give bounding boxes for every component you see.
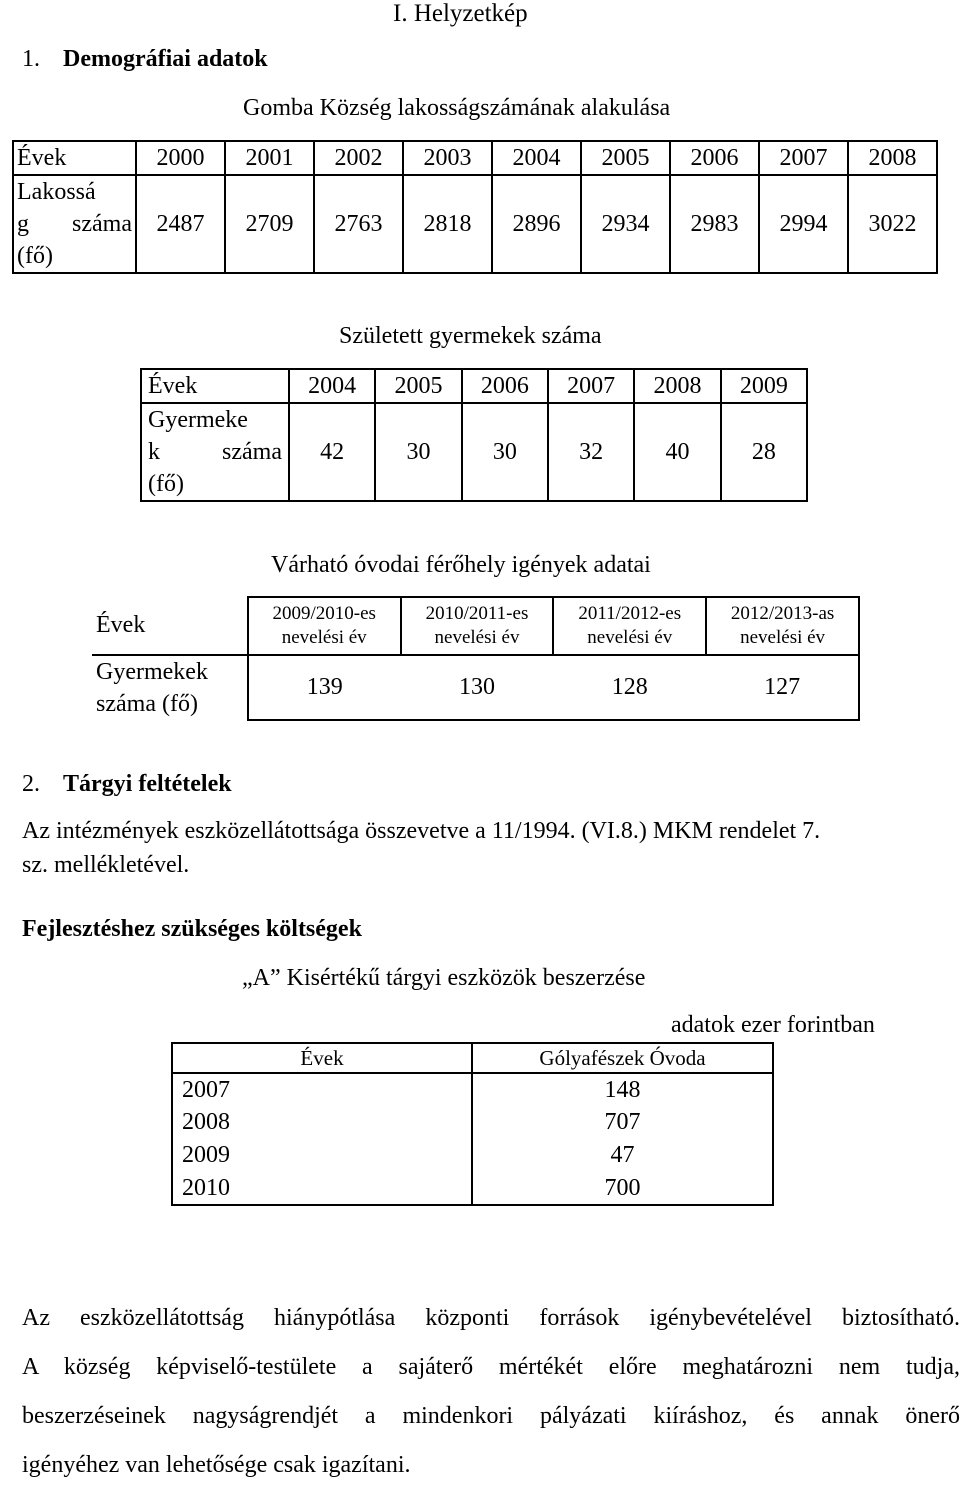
table-caption-births: Született gyermekek száma <box>339 323 602 349</box>
column-header: Évek <box>172 1043 472 1073</box>
value-cell: 127 <box>706 655 859 720</box>
value-cell: 30 <box>462 403 548 501</box>
section-title: Demográfiai adatok <box>63 46 268 72</box>
year-cell: 2005 <box>375 369 461 403</box>
year-cell: 2009/2010-es nevelési év <box>248 597 401 655</box>
population-table <box>12 140 938 274</box>
table-caption-kindergarten: Várható óvodai férőhely igények adatai <box>271 552 651 578</box>
year-cell: 2012/2013-as nevelési év <box>706 597 859 655</box>
value-cell: 707 <box>472 1106 773 1139</box>
paragraph-line: Az intézmények eszközellátottsága összevetve a 11/1994. (VI.8.) MKM rendelet 7. <box>22 818 821 844</box>
value-cell: 2487 <box>136 175 225 273</box>
row-header-line: (fő) <box>148 471 184 497</box>
row-header <box>141 403 289 501</box>
table-row <box>172 1139 773 1172</box>
value-cell: 42 <box>289 403 375 501</box>
value-cell: 130 <box>401 655 554 720</box>
value-cell: 128 <box>553 655 706 720</box>
table-row <box>141 369 807 403</box>
costs-heading: Fejlesztéshez szükséges költségek <box>22 916 362 942</box>
year-cell: 2002 <box>314 141 403 175</box>
table-row <box>92 597 859 655</box>
row-header-line: Lakossá <box>17 179 96 205</box>
year-cell: 2007 <box>759 141 848 175</box>
year-cell: 2007 <box>172 1073 472 1106</box>
row-header-line: k száma <box>148 439 282 465</box>
year-cell: 2000 <box>136 141 225 175</box>
value-cell: 2818 <box>403 175 492 273</box>
value-cell: 2983 <box>670 175 759 273</box>
unit-note: adatok ezer forintban <box>671 1012 875 1038</box>
year-cell: 2006 <box>462 369 548 403</box>
year-cell: 2003 <box>403 141 492 175</box>
births-table <box>140 368 808 502</box>
year-cell: 2008 <box>634 369 720 403</box>
row-header: Évek <box>92 597 248 655</box>
table-row <box>92 655 859 720</box>
value-cell: 3022 <box>848 175 937 273</box>
value-cell: 28 <box>721 403 807 501</box>
value-cell: 139 <box>248 655 401 720</box>
value-cell: 2934 <box>581 175 670 273</box>
row-header <box>13 175 136 273</box>
kindergarten-table <box>92 596 860 721</box>
value-cell: 2763 <box>314 175 403 273</box>
row-header-line: Gyermeke <box>148 407 248 433</box>
table-row <box>13 141 937 175</box>
value-cell: 30 <box>375 403 461 501</box>
year-cell: 2001 <box>225 141 314 175</box>
year-cell: 2006 <box>670 141 759 175</box>
year-cell: 2010 <box>172 1172 472 1205</box>
year-cell: 2004 <box>492 141 581 175</box>
value-cell: 700 <box>472 1172 773 1205</box>
table-row <box>13 175 937 273</box>
paragraph-line: A község képviselő-testülete a sajáterő mértékét előre meghatározni nem tudja, <box>22 1354 960 1380</box>
table-row <box>172 1043 773 1073</box>
section-title: Tárgyi feltételek <box>63 771 232 797</box>
value-cell: 2709 <box>225 175 314 273</box>
year-cell: 2011/2012-es nevelési év <box>553 597 706 655</box>
row-header: Évek <box>141 369 289 403</box>
year-cell: 2009 <box>172 1139 472 1172</box>
year-cell: 2008 <box>848 141 937 175</box>
table-row <box>172 1172 773 1205</box>
value-cell: 47 <box>472 1139 773 1172</box>
value-cell: 148 <box>472 1073 773 1106</box>
row-header-line: (fő) <box>17 243 53 269</box>
table-row <box>172 1106 773 1139</box>
page-title: I. Helyzetkép <box>393 0 528 27</box>
paragraph-line: Az eszközellátottság hiánypótlása központi források igénybevételével biztosítható. <box>22 1305 960 1331</box>
year-cell: 2007 <box>548 369 634 403</box>
value-cell: 2994 <box>759 175 848 273</box>
section-number: 1. <box>22 46 40 72</box>
paragraph-line: sz. mellékletével. <box>22 852 190 878</box>
row-header-line: g száma <box>17 211 132 237</box>
year-cell: 2005 <box>581 141 670 175</box>
value-cell: 40 <box>634 403 720 501</box>
value-cell: 32 <box>548 403 634 501</box>
table-caption-population: Gomba Község lakosságszámának alakulása <box>243 95 671 121</box>
year-cell: 2009 <box>721 369 807 403</box>
year-cell: 2008 <box>172 1106 472 1139</box>
table-caption-costs: „A” Kisértékű tárgyi eszközök beszerzése <box>242 965 646 991</box>
column-header: Gólyafészek Óvoda <box>472 1043 773 1073</box>
row-header: Gyermekek száma (fő) <box>92 655 248 720</box>
table-row <box>141 403 807 501</box>
year-cell: 2010/2011-es nevelési év <box>401 597 554 655</box>
costs-table <box>171 1042 774 1206</box>
section-number: 2. <box>22 771 40 797</box>
paragraph-line: beszerzéseinek nagyságrendjét a mindenkori pályázati kiíráshoz, és annak önerő <box>22 1403 960 1429</box>
year-cell: 2004 <box>289 369 375 403</box>
row-header: Évek <box>13 141 136 175</box>
paragraph-line: igényéhez van lehetősége csak igazítani. <box>22 1452 411 1478</box>
table-row <box>172 1073 773 1106</box>
value-cell: 2896 <box>492 175 581 273</box>
